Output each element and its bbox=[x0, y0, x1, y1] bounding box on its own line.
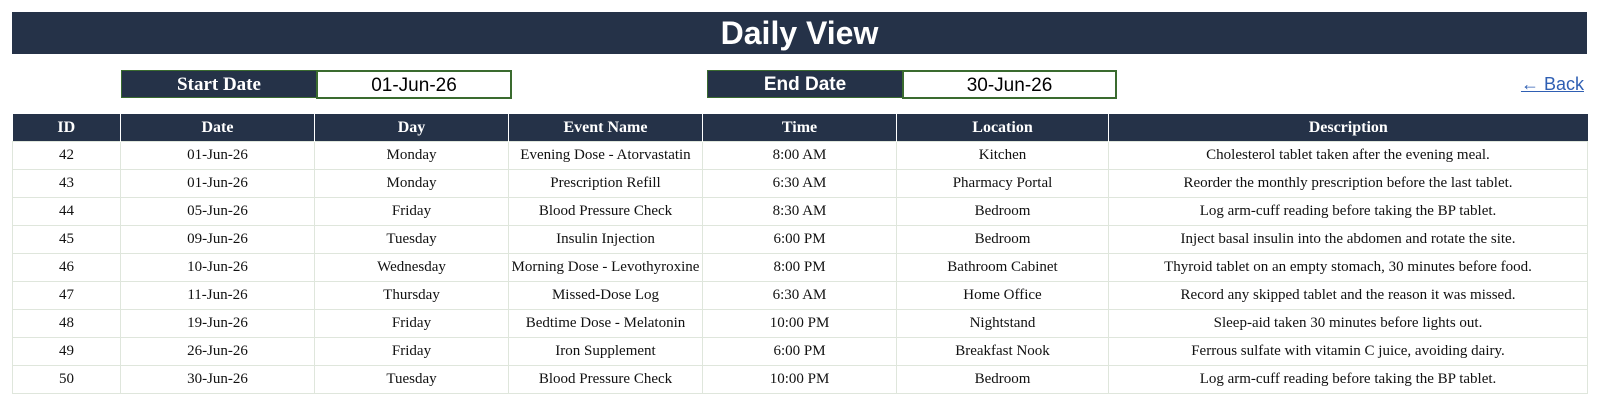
table-row[interactable] bbox=[13, 282, 1588, 310]
location-cell: Kitchen bbox=[897, 142, 1109, 170]
column-header-day[interactable]: Day bbox=[315, 114, 509, 142]
id-cell: 49 bbox=[13, 338, 121, 366]
end-date-label: End Date bbox=[707, 70, 903, 98]
date-cell: 11-Jun-26 bbox=[121, 282, 315, 310]
time-cell: 10:00 PM bbox=[703, 366, 897, 394]
description-cell: Thyroid tablet on an empty stomach, 30 minutes before food. bbox=[1109, 254, 1588, 282]
day-cell: Friday bbox=[315, 198, 509, 226]
table-row[interactable] bbox=[13, 310, 1588, 338]
day-cell: Monday bbox=[315, 142, 509, 170]
location-cell: Breakfast Nook bbox=[897, 338, 1109, 366]
event-name-cell: Insulin Injection bbox=[509, 226, 703, 254]
column-header-event-name[interactable]: Event Name bbox=[509, 114, 703, 142]
time-cell: 8:30 AM bbox=[703, 198, 897, 226]
time-cell: 6:30 AM bbox=[703, 170, 897, 198]
date-cell: 01-Jun-26 bbox=[121, 142, 315, 170]
event-name-cell: Evening Dose - Atorvastatin bbox=[509, 142, 703, 170]
description-cell: Log arm-cuff reading before taking the BP tablet. bbox=[1109, 198, 1588, 226]
column-header-location[interactable]: Location bbox=[897, 114, 1109, 142]
start-date-label: Start Date bbox=[121, 70, 317, 98]
description-cell: Record any skipped tablet and the reason it was missed. bbox=[1109, 282, 1588, 310]
time-cell: 10:00 PM bbox=[703, 310, 897, 338]
event-name-cell: Blood Pressure Check bbox=[509, 198, 703, 226]
table-row[interactable] bbox=[13, 226, 1588, 254]
description-cell: Cholesterol tablet taken after the evening meal. bbox=[1109, 142, 1588, 170]
table-row[interactable] bbox=[13, 366, 1588, 394]
event-name-cell: Morning Dose - Levothyroxine bbox=[509, 254, 703, 282]
date-cell: 30-Jun-26 bbox=[121, 366, 315, 394]
description-cell: Inject basal insulin into the abdomen and rotate the site. bbox=[1109, 226, 1588, 254]
day-cell: Tuesday bbox=[315, 226, 509, 254]
date-cell: 09-Jun-26 bbox=[121, 226, 315, 254]
id-cell: 43 bbox=[13, 170, 121, 198]
id-cell: 44 bbox=[13, 198, 121, 226]
column-header-description[interactable]: Description bbox=[1109, 114, 1588, 142]
time-cell: 6:30 AM bbox=[703, 282, 897, 310]
table-row[interactable] bbox=[13, 338, 1588, 366]
location-cell: Bedroom bbox=[897, 198, 1109, 226]
column-header-id[interactable]: ID bbox=[13, 114, 121, 142]
end-date-field[interactable]: 30-Jun-26 bbox=[902, 70, 1117, 99]
time-cell: 8:00 AM bbox=[703, 142, 897, 170]
day-cell: Wednesday bbox=[315, 254, 509, 282]
column-header-date[interactable]: Date bbox=[121, 114, 315, 142]
date-cell: 05-Jun-26 bbox=[121, 198, 315, 226]
time-cell: 6:00 PM bbox=[703, 226, 897, 254]
id-cell: 48 bbox=[13, 310, 121, 338]
table-body bbox=[13, 142, 1588, 394]
table-row[interactable] bbox=[13, 198, 1588, 226]
id-cell: 45 bbox=[13, 226, 121, 254]
page-title: Daily View bbox=[12, 12, 1587, 54]
date-cell: 10-Jun-26 bbox=[121, 254, 315, 282]
event-name-cell: Prescription Refill bbox=[509, 170, 703, 198]
table-row[interactable] bbox=[13, 170, 1588, 198]
event-name-cell: Bedtime Dose - Melatonin bbox=[509, 310, 703, 338]
id-cell: 42 bbox=[13, 142, 121, 170]
day-cell: Thursday bbox=[315, 282, 509, 310]
day-cell: Friday bbox=[315, 338, 509, 366]
time-cell: 6:00 PM bbox=[703, 338, 897, 366]
id-cell: 47 bbox=[13, 282, 121, 310]
event-name-cell: Missed-Dose Log bbox=[509, 282, 703, 310]
table-header-row bbox=[13, 114, 1588, 142]
location-cell: Bedroom bbox=[897, 366, 1109, 394]
back-link[interactable]: ← Back bbox=[1520, 74, 1584, 94]
start-date-field[interactable]: 01-Jun-26 bbox=[316, 70, 512, 99]
id-cell: 50 bbox=[13, 366, 121, 394]
event-name-cell: Iron Supplement bbox=[509, 338, 703, 366]
description-cell: Ferrous sulfate with vitamin C juice, avoiding dairy. bbox=[1109, 338, 1588, 366]
location-cell: Nightstand bbox=[897, 310, 1109, 338]
id-cell: 46 bbox=[13, 254, 121, 282]
time-cell: 8:00 PM bbox=[703, 254, 897, 282]
date-cell: 26-Jun-26 bbox=[121, 338, 315, 366]
location-cell: Bathroom Cabinet bbox=[897, 254, 1109, 282]
events-table bbox=[12, 114, 1588, 394]
location-cell: Home Office bbox=[897, 282, 1109, 310]
location-cell: Pharmacy Portal bbox=[897, 170, 1109, 198]
event-name-cell: Blood Pressure Check bbox=[509, 366, 703, 394]
description-cell: Log arm-cuff reading before taking the BP tablet. bbox=[1109, 366, 1588, 394]
day-cell: Tuesday bbox=[315, 366, 509, 394]
table-row[interactable] bbox=[13, 254, 1588, 282]
location-cell: Bedroom bbox=[897, 226, 1109, 254]
day-cell: Friday bbox=[315, 310, 509, 338]
description-cell: Sleep-aid taken 30 minutes before lights out. bbox=[1109, 310, 1588, 338]
description-cell: Reorder the monthly prescription before the last tablet. bbox=[1109, 170, 1588, 198]
column-header-time[interactable]: Time bbox=[703, 114, 897, 142]
date-cell: 19-Jun-26 bbox=[121, 310, 315, 338]
day-cell: Monday bbox=[315, 170, 509, 198]
date-cell: 01-Jun-26 bbox=[121, 170, 315, 198]
table-row[interactable] bbox=[13, 142, 1588, 170]
